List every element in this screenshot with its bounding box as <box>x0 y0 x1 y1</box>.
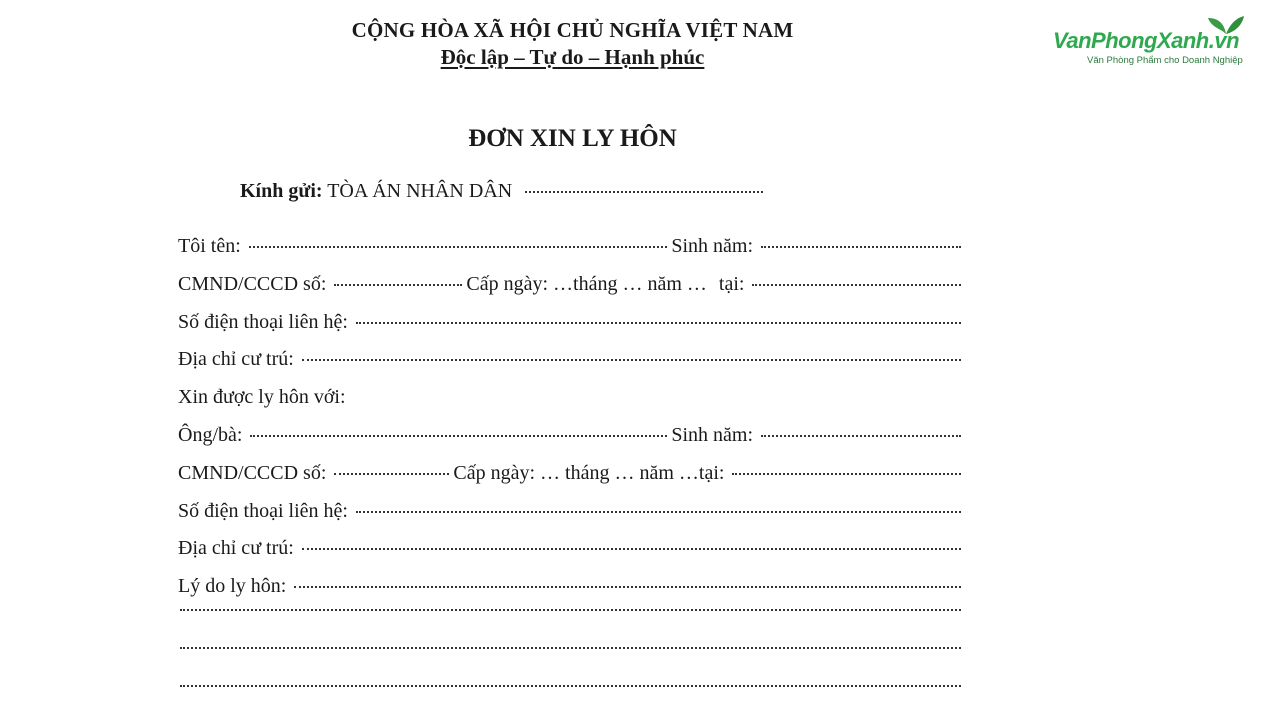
form-row-address <box>178 348 965 386</box>
form-row-divorce-with <box>178 386 965 424</box>
form-row-reason-continued <box>178 613 965 651</box>
form-row-spouse-id <box>178 462 965 500</box>
reason-label: Lý do ly hôn: <box>178 575 287 598</box>
motto-text: Độc lập – Tự do – Hạnh phúc <box>440 45 705 69</box>
spouse-issue-date-label: Cấp ngày: … tháng … năm …tại: <box>453 461 725 484</box>
form-row-applicant-name <box>178 235 965 273</box>
spouse-id-label: CMND/CCCD số: <box>178 461 327 484</box>
spouse-birth-year-field[interactable] <box>761 435 961 437</box>
spouse-name-label: Ông/bà: <box>178 423 243 446</box>
spouse-phone-label: Số điện thoại liên hệ: <box>178 499 348 522</box>
logo-brand-name: VanPhongXanh.vn <box>1053 28 1240 53</box>
logo-tagline: Văn Phòng Phẩm cho Doanh Nghiệp <box>1087 55 1243 66</box>
spouse-name-field[interactable] <box>250 435 667 437</box>
reason-field-line-4[interactable] <box>180 685 961 687</box>
form-row-id <box>178 273 965 311</box>
phone-field[interactable] <box>356 322 961 324</box>
issue-place-field[interactable] <box>752 284 961 286</box>
form-row-spouse-address <box>178 537 965 575</box>
recipient-label: Kính gửi: <box>240 180 323 202</box>
divorce-form <box>178 235 965 720</box>
reason-field-line-2[interactable] <box>180 609 961 611</box>
spouse-address-field[interactable] <box>302 548 961 550</box>
applicant-name-field[interactable] <box>249 246 668 248</box>
address-field[interactable] <box>302 359 961 361</box>
recipient-value: TÒA ÁN NHÂN DÂN <box>327 180 513 202</box>
national-name: CỘNG HÒA XÃ HỘI CHỦ NGHĨA VIỆT NAM <box>351 18 794 42</box>
spouse-issue-place-field[interactable] <box>732 473 961 475</box>
form-row-reason-continued <box>178 689 965 720</box>
form-row-reason-continued <box>178 651 965 689</box>
birth-year-label: Sinh năm: <box>671 235 753 257</box>
applicant-name-label: Tôi tên: <box>178 235 241 257</box>
form-row-spouse-name <box>178 424 965 462</box>
divorce-with-label: Xin được ly hôn với: <box>178 386 346 409</box>
issue-place-label: tại: <box>718 272 745 295</box>
id-label: CMND/CCCD số: <box>178 272 327 295</box>
form-row-phone <box>178 311 965 349</box>
national-motto <box>0 45 1145 70</box>
spouse-phone-field[interactable] <box>356 511 961 513</box>
address-label: Địa chỉ cư trú: <box>178 348 294 371</box>
issue-date-label: Cấp ngày: …tháng … năm … <box>466 272 707 295</box>
phone-label: Số điện thoại liên hệ: <box>178 310 348 333</box>
recipient-line <box>240 180 763 203</box>
form-row-reason <box>178 575 965 613</box>
recipient-fill[interactable] <box>525 191 763 193</box>
spouse-address-label: Địa chỉ cư trú: <box>178 537 294 560</box>
id-number-field[interactable] <box>334 284 462 286</box>
reason-field-line-3[interactable] <box>180 647 961 649</box>
reason-field[interactable] <box>294 586 961 588</box>
birth-year-field[interactable] <box>761 246 961 248</box>
document-title: ĐƠN XIN LY HÔN <box>468 125 677 152</box>
spouse-birth-year-label: Sinh năm: <box>671 423 753 446</box>
spouse-id-field[interactable] <box>334 473 449 475</box>
form-row-spouse-phone <box>178 500 965 538</box>
